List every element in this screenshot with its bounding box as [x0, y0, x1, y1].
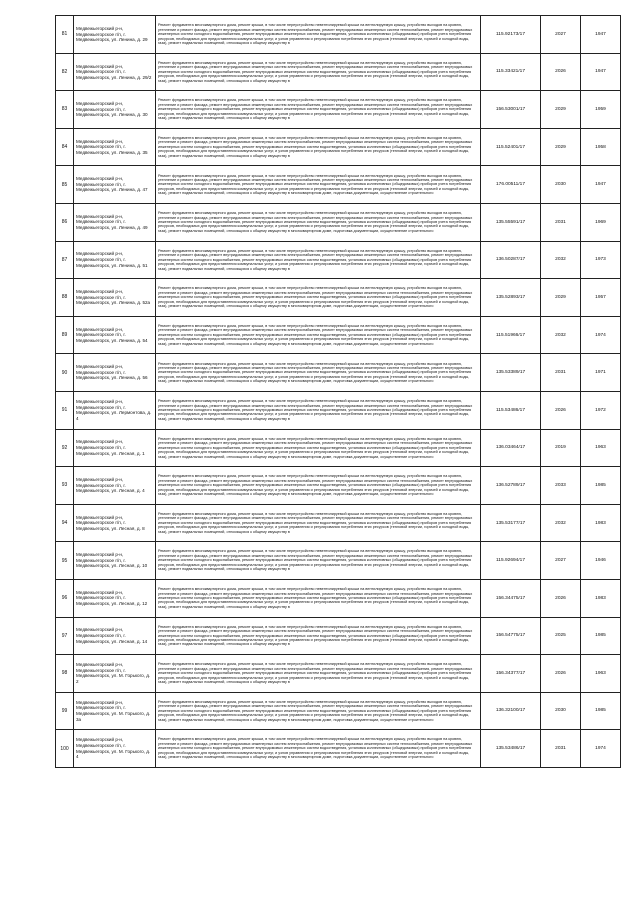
works-description-cell-text: Ремонт фундамента многоквартирного дома, ремонт крыши, в том числе переустройство невентилируемой крыши на вентилируемую крышу, устройство выходов на кровлю, утепление и ремонт фасада, ремонт внутридомовых инженерных систем электроснабжения, ремонт внутридомовых инженерных систем теплоснабжения, ремонт внутридомовых инженерных систем холодного водоснабжения, ремонт внутридомовых инженерных систем водоотведения, установка коллективных (общедомовых) приборов учета потребления ресурсов, необходимых для предоставления коммунальных услуг, и узлов управления и регулирования потребления этих ресурсов (тепловой энергии, горячей и холодной воды, газа), ремонт подвальных помещений, относящихся к общему имуществу в многоквартирном доме, подготовка документации, осуществление строительного — [158, 474, 473, 497]
cost-cell — [481, 655, 541, 693]
works-description-cell — [156, 354, 481, 392]
planned-year-cell-text: 2030 — [555, 182, 566, 188]
table-row — [56, 203, 621, 241]
row-number — [56, 542, 74, 580]
works-description-cell — [156, 692, 481, 730]
address-cell — [74, 542, 156, 580]
table-row — [56, 128, 621, 166]
row-number-text: 94 — [61, 520, 68, 527]
cost-cell-text: 156.53001/17 — [495, 106, 526, 112]
planned-year-cell — [541, 429, 581, 467]
build-year-cell-text: 1947 — [595, 31, 606, 37]
row-number — [56, 166, 74, 204]
address-cell — [74, 316, 156, 354]
table-row — [56, 391, 621, 429]
works-description-cell — [156, 241, 481, 279]
address-cell-text: Медвежьегорский р-н, Медвежьегорское г/п, г. Медвежьегорск, ул. М. Горького, д. 4 — [76, 737, 151, 760]
table-row — [56, 354, 621, 392]
planned-year-cell — [541, 128, 581, 166]
table-row — [56, 91, 621, 129]
build-year-cell-text: 1957 — [595, 294, 606, 300]
address-cell — [74, 279, 156, 317]
works-description-cell-text: Ремонт фундамента многоквартирного дома, ремонт крыши, в том числе переустройство невентилируемой крыши на вентилируемую крышу, устройство выходов на кровлю, утепление и ремонт фасада, ремонт внутридомовых инженерных систем электроснабжения, ремонт внутридомовых инженерных систем теплоснабжения, ремонт внутридомовых инженерных систем холодного водоснабжения, ремонт внутридомовых инженерных систем водоотведения, установка коллективных (общедомовых) приборов учета потребления ресурсов, необходимых для предоставления коммунальных услуг, и узлов управления и регулирования потребления этих ресурсов (тепловой энергии, горячей и холодной воды, газа), ремонт подвальных помещений, относящихся к общему имуществу в многоквартирном доме, подготовка документации, осуществление строительного — [158, 173, 473, 196]
build-year-cell-text: 1959 — [595, 106, 606, 112]
row-number-text: 86 — [61, 219, 68, 226]
works-description-cell-text: Ремонт фундамента многоквартирного дома, ремонт крыши, в том числе переустройство невентилируемой крыши на вентилируемую крышу, устройство выходов на кровлю, утепление и ремонт фасада, ремонт внутридомовых инженерных систем электроснабжения, ремонт внутридомовых инженерных систем теплоснабжения, ремонт внутридомовых инженерных систем холодного водоснабжения, ремонт внутридомовых инженерных систем водоотведения, установка коллективных (общедомовых) приборов учета потребления ресурсов, необходимых для предоставления коммунальных услуг, и узлов управления и регулирования потребления этих ресурсов (тепловой энергии, горячей и холодной воды, газа), ремонт подвальных помещений, относящихся к общему имуществу в многоквартирном доме, подготовка документации, осуществление строительного — [158, 361, 473, 384]
row-number-text: 89 — [61, 332, 68, 339]
cost-cell — [481, 53, 541, 91]
planned-year-cell-text: 2026 — [555, 670, 566, 676]
cost-cell-text: 135.55591/17 — [495, 219, 526, 225]
address-cell — [74, 579, 156, 617]
planned-year-cell — [541, 730, 581, 768]
row-number-text: 93 — [61, 482, 68, 489]
cost-cell — [481, 16, 541, 54]
build-year-cell — [581, 467, 621, 505]
build-year-cell — [581, 316, 621, 354]
table-row — [56, 429, 621, 467]
works-description-cell — [156, 429, 481, 467]
build-year-cell — [581, 655, 621, 693]
works-description-cell-text: Ремонт фундамента многоквартирного дома, ремонт крыши, в том числе переустройство невентилируемой крыши на вентилируемую крышу, устройство выходов на кровлю, утепление и ремонт фасада, ремонт внутридомовых инженерных систем электроснабжения, ремонт внутридомовых инженерных систем теплоснабжения, ремонт внутридомовых инженерных систем холодного водоснабжения, ремонт внутридомовых инженерных систем водоотведения, установка коллективных (общедомовых) приборов учета потребления ресурсов, необходимых для предоставления коммунальных услуг, и узлов управления и регулирования потребления этих ресурсов (тепловой энергии, горячей и холодной воды, газа), ремонт подвальных помещений, относящихся к общему имуществу в многоквартирном доме, подготовка документации, осуществление строительного — [158, 436, 473, 459]
build-year-cell-text: 1985 — [595, 633, 606, 639]
address-cell — [74, 655, 156, 693]
cost-cell — [481, 429, 541, 467]
planned-year-cell-text: 2032 — [555, 520, 566, 526]
build-year-cell-text: 1983 — [595, 595, 606, 601]
address-cell — [74, 128, 156, 166]
row-number — [56, 279, 74, 317]
table-row — [56, 241, 621, 279]
row-number-text: 85 — [61, 181, 68, 188]
row-number — [56, 579, 74, 617]
table-row — [56, 467, 621, 505]
address-cell-text: Медвежьегорский р-н, Медвежьегорское г/п, г. Медвежьегорск, ул. Лесная, д. 12 — [76, 589, 148, 606]
planned-year-cell — [541, 241, 581, 279]
build-year-cell-text: 1985 — [595, 482, 606, 488]
works-description-cell-text: Ремонт фундамента многоквартирного дома, ремонт крыши, в том числе переустройство невентилируемой крыши на вентилируемую крышу, устройство выходов на кровлю, утепление и ремонт фасада, ремонт внутридомовых инженерных систем электроснабжения, ремонт внутридомовых инженерных систем теплоснабжения, ремонт внутридомовых инженерных систем холодного водоснабжения, ремонт внутридомовых инженерных систем водоотведения, установка коллективных (общедомовых) приборов учета потребления ресурсов, необходимых для предоставления коммунальных услуг, и узлов управления и регулирования потребления этих ресурсов (тепловой энергии, горячей и холодной воды, газа), ремонт подвальных помещений, относящихся к общему имуществу в многоквартирном доме, подготовка документации, осуществление строительного — [158, 323, 473, 346]
build-year-cell — [581, 391, 621, 429]
cost-cell-text: 135.52893/17 — [495, 294, 526, 300]
address-cell-text: Медвежьегорский р-н, Медвежьегорское г/п, г. Медвежьегорск, ул. Ленина, д. 47 — [76, 176, 148, 193]
works-description-cell-text: Ремонт фундамента многоквартирного дома, ремонт крыши, в том числе переустройство невентилируемой крыши на вентилируемую крышу, устройство выходов на кровлю, утепление и ремонт фасада, ремонт внутридомовых инженерных систем электроснабжения, ремонт внутридомовых инженерных систем теплоснабжения, ремонт внутридомовых инженерных систем холодного водоснабжения, ремонт внутридомовых инженерных систем водоотведения, установка коллективных (общедомовых) приборов учета потребления ресурсов, необходимых для предоставления коммунальных услуг, и узлов управления и регулирования потребления этих ресурсов (тепловой энергии, горячей и холодной воды, газа), ремонт подвальных помещений, относящихся к общему имуществу в — [158, 662, 473, 685]
build-year-cell-text: 1963 — [595, 670, 606, 676]
address-cell-text: Медвежьегорский р-н, Медвежьегорское г/п, г. Медвежьегорск, ул. Ленина, д. 54 — [76, 326, 148, 343]
cost-cell — [481, 542, 541, 580]
address-cell — [74, 504, 156, 542]
build-year-cell-text: 1947 — [595, 182, 606, 188]
row-number-text: 83 — [61, 106, 68, 113]
row-number — [56, 91, 74, 129]
planned-year-cell — [541, 391, 581, 429]
address-cell-text: Медвежьегорский р-н, Медвежьегорское г/п, г. Медвежьегорск, ул. Ленина, д. 30 — [76, 101, 148, 118]
planned-year-cell-text: 2026 — [555, 407, 566, 413]
works-description-cell — [156, 128, 481, 166]
address-cell-text: Медвежьегорский р-н, Медвежьегорское г/п, г. Медвежьегорск, ул. Ленина, д. 51 — [76, 251, 148, 268]
works-description-cell-text: Ремонт фундамента многоквартирного дома, ремонт крыши, в том числе переустройство невентилируемой крыши на вентилируемую крышу, устройство выходов на кровлю, утепление и ремонт фасада, ремонт внутридомовых инженерных систем электроснабжения, ремонт внутридомовых инженерных систем теплоснабжения, ремонт внутридомовых инженерных систем холодного водоснабжения, ремонт внутридомовых инженерных систем водоотведения, установка коллективных (общедомовых) приборов учета потребления ресурсов, необходимых для предоставления коммунальных услуг, и узлов управления и регулирования потребления этих ресурсов (тепловой энергии, горячей и холодной воды, газа), ремонт подвальных помещений, относящихся к общему имуществу в — [158, 511, 473, 534]
address-cell-text: Медвежьегорский р-н, Медвежьегорское г/п, г. Медвежьегорск, ул. Ленина, д. 35 — [76, 138, 148, 155]
works-description-cell-text: Ремонт фундамента многоквартирного дома, ремонт крыши, в том числе переустройство невентилируемой крыши на вентилируемую крышу, устройство выходов на кровлю, утепление и ремонт фасада, ремонт внутридомовых инженерных систем электроснабжения, ремонт внутридомовых инженерных систем теплоснабжения, ремонт внутридомовых инженерных систем холодного водоснабжения, ремонт внутридомовых инженерных систем водоотведения, установка коллективных (общедомовых) приборов учета потребления ресурсов, необходимых для предоставления коммунальных услуг, и узлов управления и регулирования потребления этих ресурсов (тепловой энергии, горячей и холодной воды, газа), ремонт подвальных помещений, относящихся к общему имуществу в — [158, 98, 473, 121]
address-cell — [74, 91, 156, 129]
works-description-cell — [156, 542, 481, 580]
row-number — [56, 316, 74, 354]
planned-year-cell-text: 2026 — [555, 69, 566, 75]
works-description-cell-text: Ремонт фундамента многоквартирного дома, ремонт крыши, в том числе переустройство невентилируемой крыши на вентилируемую крышу, устройство выходов на кровлю, утепление и ремонт фасада, ремонт внутридомовых инженерных систем электроснабжения, ремонт внутридомовых инженерных систем теплоснабжения, ремонт внутридомовых инженерных систем холодного водоснабжения, ремонт внутридомовых инженерных систем водоотведения, установка коллективных (общедомовых) приборов учета потребления ресурсов, необходимых для предоставления коммунальных услуг, и узлов управления и регулирования потребления этих ресурсов (тепловой энергии, горячей и холодной воды, газа), ремонт подвальных помещений, относящихся к общему имуществу в — [158, 248, 473, 271]
build-year-cell — [581, 279, 621, 317]
cost-cell — [481, 391, 541, 429]
row-number — [56, 53, 74, 91]
cost-cell-text: 115.92173/17 — [496, 31, 525, 37]
table-row — [56, 279, 621, 317]
works-description-cell — [156, 166, 481, 204]
works-description-cell-text: Ремонт фундамента многоквартирного дома, ремонт крыши, в том числе переустройство невентилируемой крыши на вентилируемую крышу, устройство выходов на кровлю, утепление и ремонт фасада, ремонт внутридомовых инженерных систем электроснабжения, ремонт внутридомовых инженерных систем теплоснабжения, ремонт внутридомовых инженерных систем холодного водоснабжения, ремонт внутридомовых инженерных систем водоотведения, установка коллективных (общедомовых) приборов учета потребления ресурсов, необходимых для предоставления коммунальных услуг, и узлов управления и регулирования потребления этих ресурсов (тепловой энергии, горячей и холодной воды, газа), ремонт подвальных помещений, относящихся к общему имуществу в многоквартирном доме, подготовка документации, осуществление строительного — [158, 211, 473, 233]
build-year-cell — [581, 730, 621, 768]
build-year-cell — [581, 354, 621, 392]
planned-year-cell-text: 2033 — [555, 482, 566, 488]
table-row — [56, 504, 621, 542]
cost-cell — [481, 128, 541, 166]
planned-year-cell-text: 2032 — [555, 332, 566, 338]
works-description-cell — [156, 504, 481, 542]
cost-cell — [481, 241, 541, 279]
works-description-cell-text: Ремонт фундамента многоквартирного дома, ремонт крыши, в том числе переустройство невентилируемой крыши на вентилируемую крышу, устройство выходов на кровлю, утепление и ремонт фасада, ремонт внутридомовых инженерных систем электроснабжения, ремонт внутридомовых инженерных систем теплоснабжения, ремонт внутридомовых инженерных систем холодного водоснабжения, ремонт внутридомовых инженерных систем водоотведения, установка коллективных (общедомовых) приборов учета потребления ресурсов, необходимых для предоставления коммунальных услуг, и узлов управления и регулирования потребления этих ресурсов (тепловой энергии, горячей и холодной воды, газа), ремонт подвальных помещений, относящихся к общему имуществу в многоквартирном доме, подготовка документации, осуществление строительного — [158, 286, 473, 309]
planned-year-cell-text: 2031 — [555, 219, 566, 225]
planned-year-cell-text: 2026 — [555, 595, 566, 601]
cost-cell-text: 115.33421/17 — [496, 69, 525, 75]
row-number-text: 87 — [61, 256, 68, 263]
build-year-cell — [581, 579, 621, 617]
address-cell-text: Медвежьегорский р-н, Медвежьегорское г/п, г. Медвежьегорск, ул. Лесная, д. 4 — [76, 477, 145, 494]
cost-cell — [481, 166, 541, 204]
row-number — [56, 354, 74, 392]
planned-year-cell-text: 2027 — [555, 558, 566, 564]
works-description-cell — [156, 579, 481, 617]
planned-year-cell — [541, 91, 581, 129]
table-body — [56, 16, 621, 768]
works-description-cell — [156, 16, 481, 54]
cost-cell — [481, 467, 541, 505]
planned-year-cell — [541, 617, 581, 655]
planned-year-cell — [541, 53, 581, 91]
works-description-cell — [156, 91, 481, 129]
works-description-cell-text: Ремонт фундамента многоквартирного дома, ремонт крыши, в том числе переустройство невентилируемой крыши на вентилируемую крышу, устройство выходов на кровлю, утепление и ремонт фасада, ремонт внутридомовых инженерных систем электроснабжения, ремонт внутридомовых инженерных систем теплоснабжения, ремонт внутридомовых инженерных систем холодного водоснабжения, ремонт внутридомовых инженерных систем водоотведения, установка коллективных (общедомовых) приборов учета потребления ресурсов, необходимых для предоставления коммунальных услуг, и узлов управления и регулирования потребления этих ресурсов (тепловой энергии, горячей и холодной воды, газа), ремонт подвальных помещений, относящихся к общему имуществу в многоквартирном доме, подготовка документации, осуществление строительного — [158, 737, 473, 760]
repair-program-table — [55, 15, 621, 768]
planned-year-cell — [541, 542, 581, 580]
address-cell-text: Медвежьегорский р-н, Медвежьегорское г/п, г. Медвежьегорск, ул. Ленина, д. 29 — [76, 25, 148, 43]
works-description-cell — [156, 316, 481, 354]
cost-cell — [481, 91, 541, 129]
works-description-cell — [156, 730, 481, 768]
cost-cell-text: 136.32100/17 — [495, 708, 526, 714]
address-cell — [74, 203, 156, 241]
planned-year-cell — [541, 203, 581, 241]
build-year-cell — [581, 504, 621, 542]
planned-year-cell-text: 2029 — [555, 106, 566, 112]
build-year-cell — [581, 429, 621, 467]
cost-cell-text: 115.52401/17 — [496, 144, 525, 150]
address-cell — [74, 429, 156, 467]
planned-year-cell-text: 2027 — [555, 31, 566, 37]
cost-cell — [481, 354, 541, 392]
cost-cell — [481, 279, 541, 317]
build-year-cell-text: 1974 — [595, 332, 606, 338]
build-year-cell — [581, 16, 621, 54]
cost-cell — [481, 617, 541, 655]
build-year-cell — [581, 241, 621, 279]
table-row — [56, 655, 621, 693]
cost-cell — [481, 692, 541, 730]
table-row — [56, 166, 621, 204]
cost-cell-text: 156.34377/17 — [495, 670, 526, 676]
works-description-cell — [156, 467, 481, 505]
cost-cell — [481, 504, 541, 542]
works-description-cell — [156, 53, 481, 91]
address-cell-text: Медвежьегорский р-н, Медвежьегорское г/п, г. Медвежьегорск, ул. Лесная, д. 8 — [76, 514, 145, 531]
row-number-text: 84 — [61, 144, 68, 151]
build-year-cell-text: 1946 — [595, 558, 606, 564]
cost-cell-text: 136.50287/17 — [495, 257, 526, 263]
row-number — [56, 203, 74, 241]
address-cell-text: Медвежьегорский р-н, Медвежьегорское г/п, г. Медвежьегорск, ул. Лесная, д. 14 — [76, 627, 148, 644]
row-number — [56, 730, 74, 768]
build-year-cell-text: 1971 — [595, 370, 606, 376]
cost-cell-text: 136.03464/17 — [495, 445, 526, 451]
address-cell — [74, 53, 156, 91]
build-year-cell — [581, 53, 621, 91]
works-description-cell — [156, 203, 481, 241]
table-row — [56, 16, 621, 54]
planned-year-cell — [541, 354, 581, 392]
table-row — [56, 692, 621, 730]
cost-cell-text: 115.53486/17 — [496, 407, 525, 413]
planned-year-cell-text: 2025 — [555, 633, 566, 639]
works-description-cell — [156, 617, 481, 655]
address-cell — [74, 467, 156, 505]
address-cell-text: Медвежьегорский р-н, Медвежьегорское г/п, г. Медвежьегорск, ул. Ленина, д. 52а — [76, 289, 151, 306]
row-number — [56, 467, 74, 505]
planned-year-cell — [541, 166, 581, 204]
address-cell — [74, 354, 156, 392]
row-number — [56, 429, 74, 467]
planned-year-cell-text: 2019 — [555, 445, 566, 451]
address-cell — [74, 617, 156, 655]
works-description-cell-text: Ремонт фундамента многоквартирного дома, ремонт крыши, в том числе переустройство невентилируемой крыши на вентилируемую крышу, устройство выходов на кровлю, утепление и ремонт фасада, ремонт внутридомовых инженерных систем электроснабжения, ремонт внутридомовых инженерных систем теплоснабжения, ремонт внутридомовых инженерных систем холодного водоснабжения, ремонт внутридомовых инженерных систем водоотведения, установка коллективных (общедомовых) приборов учета потребления ресурсов, необходимых для предоставления коммунальных услуг, и узлов управления и регулирования потребления этих ресурсов (тепловой энергии, горячей и холодной воды, газа), ремонт подвальных помещений, относящихся к общему имуществу в — [158, 399, 473, 421]
address-cell-text: Медвежьегорский р-н, Медвежьегорское г/п, г. Медвежьегорск, ул. Лесная, д. 10 — [76, 552, 148, 569]
works-description-cell-text: Ремонт фундамента многоквартирного дома, ремонт крыши, в том числе переустройство невентилируемой крыши на вентилируемую крышу, устройство выходов на кровлю, утепление и ремонт фасада, ремонт внутридомовых инженерных систем электроснабжения, ремонт внутридомовых инженерных систем теплоснабжения, ремонт внутридомовых инженерных систем холодного водоснабжения, ремонт внутридомовых инженерных систем водоотведения, установка коллективных (общедомовых) приборов учета потребления ресурсов, необходимых для предоставления коммунальных услуг, и узлов управления и регулирования потребления этих ресурсов (тепловой энергии, горячей и холодной воды, газа), ремонт подвальных помещений, относящихся к общему имуществу в — [158, 587, 473, 609]
build-year-cell-text: 1958 — [595, 144, 606, 150]
planned-year-cell — [541, 279, 581, 317]
planned-year-cell-text: 2029 — [555, 294, 566, 300]
works-description-cell-text: Ремонт фундамента многоквартирного дома, ремонт крыши, в том числе переустройство невентилируемой крыши на вентилируемую крышу, устройство выходов на кровлю, утепление и ремонт фасада, ремонт внутридомовых инженерных систем электроснабжения, ремонт внутридомовых инженерных систем теплоснабжения, ремонт внутридомовых инженерных систем холодного водоснабжения, ремонт внутридомовых инженерных систем водоотведения, установка коллективных (общедомовых) приборов учета потребления ресурсов, необходимых для предоставления коммунальных услуг, и узлов управления и регулирования потребления этих ресурсов (тепловой энергии, горячей и холодной воды, газа), ремонт подвальных помещений, относящихся к общему имуществу в — [158, 624, 473, 647]
planned-year-cell-text: 2030 — [555, 708, 566, 714]
row-number-text: 96 — [61, 595, 68, 602]
row-number-text: 95 — [61, 557, 68, 564]
address-cell-text: Медвежьегорский р-н, Медвежьегорское г/п, г. Медвежьегорск, ул. М. Горького, д. 3а — [76, 699, 151, 722]
row-number-text: 82 — [61, 68, 68, 75]
planned-year-cell — [541, 692, 581, 730]
planned-year-cell-text: 2032 — [555, 257, 566, 263]
address-cell — [74, 391, 156, 429]
build-year-cell-text: 1985 — [595, 708, 606, 714]
cost-cell-text: 156.34475/17 — [495, 595, 526, 601]
cost-cell — [481, 579, 541, 617]
works-description-cell — [156, 391, 481, 429]
works-description-cell — [156, 655, 481, 693]
address-cell-text: Медвежьегорский р-н, Медвежьегорское г/п, г. Медвежьегорск, ул. Ленина, д. 49 — [76, 213, 148, 231]
address-cell — [74, 730, 156, 768]
planned-year-cell — [541, 655, 581, 693]
address-cell — [74, 692, 156, 730]
planned-year-cell — [541, 504, 581, 542]
build-year-cell-text: 1973 — [595, 257, 606, 263]
row-number — [56, 128, 74, 166]
build-year-cell-text: 1947 — [595, 69, 606, 75]
address-cell-text: Медвежьегорский р-н, Медвежьегорское г/п, г. Медвежьегорск, ул. Ленина, д. 29/2 — [76, 63, 152, 80]
cost-cell-text: 156.54775/17 — [495, 633, 526, 639]
row-number — [56, 504, 74, 542]
planned-year-cell — [541, 579, 581, 617]
cost-cell-text: 115.51966/17 — [496, 332, 525, 338]
table-row — [56, 617, 621, 655]
planned-year-cell-text: 2031 — [555, 746, 566, 752]
cost-cell-text: 115.92694/17 — [496, 558, 525, 564]
cost-cell-text: 135.53177/17 — [495, 520, 526, 526]
build-year-cell-text: 1974 — [595, 746, 606, 752]
table-row — [56, 542, 621, 580]
planned-year-cell-text: 2031 — [555, 370, 566, 376]
cost-cell-text: 136.52789/17 — [495, 482, 526, 488]
row-number — [56, 655, 74, 693]
cost-cell-text: 135.53486/17 — [495, 746, 526, 752]
row-number — [56, 391, 74, 429]
planned-year-cell — [541, 316, 581, 354]
build-year-cell — [581, 166, 621, 204]
works-description-cell-text: Ремонт фундамента многоквартирного дома, ремонт крыши, в том числе переустройство невентилируемой крыши на вентилируемую крышу, устройство выходов на кровлю, утепление и ремонт фасада, ремонт внутридомовых инженерных систем электроснабжения, ремонт внутридомовых инженерных систем теплоснабжения, ремонт внутридомовых инженерных систем холодного водоснабжения, ремонт внутридомовых инженерных систем водоотведения, установка коллективных (общедомовых) приборов учета потребления ресурсов, необходимых для предоставления коммунальных услуг, и узлов управления и регулирования потребления этих ресурсов (тепловой энергии, горячей и холодной воды, газа), ремонт подвальных помещений, относящихся к общему имуществу в — [158, 135, 473, 158]
build-year-cell — [581, 617, 621, 655]
row-number-text: 97 — [61, 632, 68, 639]
table-row — [56, 53, 621, 91]
build-year-cell — [581, 91, 621, 129]
works-description-cell-text: Ремонт фундамента многоквартирного дома, ремонт крыши, в том числе переустройство невентилируемой крыши на вентилируемую крышу, устройство выходов на кровлю, утепление и ремонт фасада, ремонт внутридомовых инженерных систем электроснабжения, ремонт внутридомовых инженерных систем теплоснабжения, ремонт внутридомовых инженерных систем холодного водоснабжения, ремонт внутридомовых инженерных систем водоотведения, установка коллективных (общедомовых) приборов учета потребления ресурсов, необходимых для предоставления коммунальных услуг, и узлов управления и регулирования потребления этих ресурсов (тепловой энергии, горячей и холодной воды, газа), ремонт подвальных помещений, относящихся к общему имуществу в — [158, 23, 473, 45]
row-number-text: 91 — [61, 407, 68, 414]
cost-cell — [481, 316, 541, 354]
planned-year-cell — [541, 16, 581, 54]
row-number-text: 90 — [61, 369, 68, 376]
address-cell-text: Медвежьегорский р-н, Медвежьегорское г/п, г. Медвежьегорск, ул. М. Горького, д. 2 — [76, 662, 151, 684]
build-year-cell-text: 1963 — [595, 445, 606, 451]
address-cell-text: Медвежьегорский р-н, Медвежьегорское г/п, г. Медвежьегорск, ул. Лермонтова, д. 4 — [76, 399, 152, 421]
planned-year-cell-text: 2029 — [555, 144, 566, 150]
row-number-text: 100 — [60, 745, 69, 752]
build-year-cell — [581, 692, 621, 730]
works-description-cell-text: Ремонт фундамента многоквартирного дома, ремонт крыши, в том числе переустройство невентилируемой крыши на вентилируемую крышу, устройство выходов на кровлю, утепление и ремонт фасада, ремонт внутридомовых инженерных систем электроснабжения, ремонт внутридомовых инженерных систем теплоснабжения, ремонт внутридомовых инженерных систем холодного водоснабжения, ремонт внутридомовых инженерных систем водоотведения, установка коллективных (общедомовых) приборов учета потребления ресурсов, необходимых для предоставления коммунальных услуг, и узлов управления и регулирования потребления этих ресурсов (тепловой энергии, горячей и холодной воды, газа), ремонт подвальных помещений, относящихся к общему имуществу в многоквартирном доме, подготовка документации, осуществление строительного — [158, 699, 473, 722]
works-description-cell — [156, 279, 481, 317]
table-row — [56, 730, 621, 768]
build-year-cell-text: 1969 — [595, 219, 606, 225]
address-cell — [74, 16, 156, 54]
row-number-text: 98 — [61, 670, 68, 677]
build-year-cell — [581, 128, 621, 166]
address-cell — [74, 166, 156, 204]
cost-cell — [481, 203, 541, 241]
build-year-cell-text: 1972 — [595, 407, 606, 413]
row-number — [56, 692, 74, 730]
table-row — [56, 316, 621, 354]
cost-cell-text: 176.00511/17 — [496, 182, 525, 188]
row-number-text: 81 — [61, 31, 68, 38]
row-number-text: 92 — [61, 444, 68, 451]
address-cell-text: Медвежьегорский р-н, Медвежьегорское г/п, г. Медвежьегорск, ул. Ленина, д. 56 — [76, 364, 148, 381]
planned-year-cell — [541, 467, 581, 505]
works-description-cell-text: Ремонт фундамента многоквартирного дома, ремонт крыши, в том числе переустройство невентилируемой крыши на вентилируемую крышу, устройство выходов на кровлю, утепление и ремонт фасада, ремонт внутридомовых инженерных систем электроснабжения, ремонт внутридомовых инженерных систем теплоснабжения, ремонт внутридомовых инженерных систем холодного водоснабжения, ремонт внутридомовых инженерных систем водоотведения, установка коллективных (общедомовых) приборов учета потребления ресурсов, необходимых для предоставления коммунальных услуг, и узлов управления и регулирования потребления этих ресурсов (тепловой энергии, горячей и холодной воды, газа), ремонт подвальных помещений, относящихся к общему имуществу в — [158, 60, 473, 83]
address-cell-text: Медвежьегорский р-н, Медвежьегорское г/п, г. Медвежьегорск, ул. Лесная, д. 1 — [76, 439, 145, 456]
cost-cell-text: 135.53389/17 — [495, 370, 526, 376]
cost-cell — [481, 730, 541, 768]
row-number — [56, 241, 74, 279]
works-description-cell-text: Ремонт фундамента многоквартирного дома, ремонт крыши, в том числе переустройство невентилируемой крыши на вентилируемую крышу, устройство выходов на кровлю, утепление и ремонт фасада, ремонт внутридомовых инженерных систем электроснабжения, ремонт внутридомовых инженерных систем теплоснабжения, ремонт внутридомовых инженерных систем холодного водоснабжения, ремонт внутридомовых инженерных систем водоотведения, установка коллективных (общедомовых) приборов учета потребления ресурсов, необходимых для предоставления коммунальных услуг, и узлов управления и регулирования потребления этих ресурсов (тепловой энергии, горячей и холодной воды, газа), ремонт подвальных помещений, относящихся к общему имуществу в — [158, 549, 473, 572]
build-year-cell — [581, 542, 621, 580]
row-number — [56, 16, 74, 54]
address-cell — [74, 241, 156, 279]
row-number-text: 88 — [61, 294, 68, 301]
row-number — [56, 617, 74, 655]
row-number-text: 99 — [61, 707, 68, 714]
build-year-cell-text: 1983 — [595, 520, 606, 526]
build-year-cell — [581, 203, 621, 241]
table-row — [56, 579, 621, 617]
